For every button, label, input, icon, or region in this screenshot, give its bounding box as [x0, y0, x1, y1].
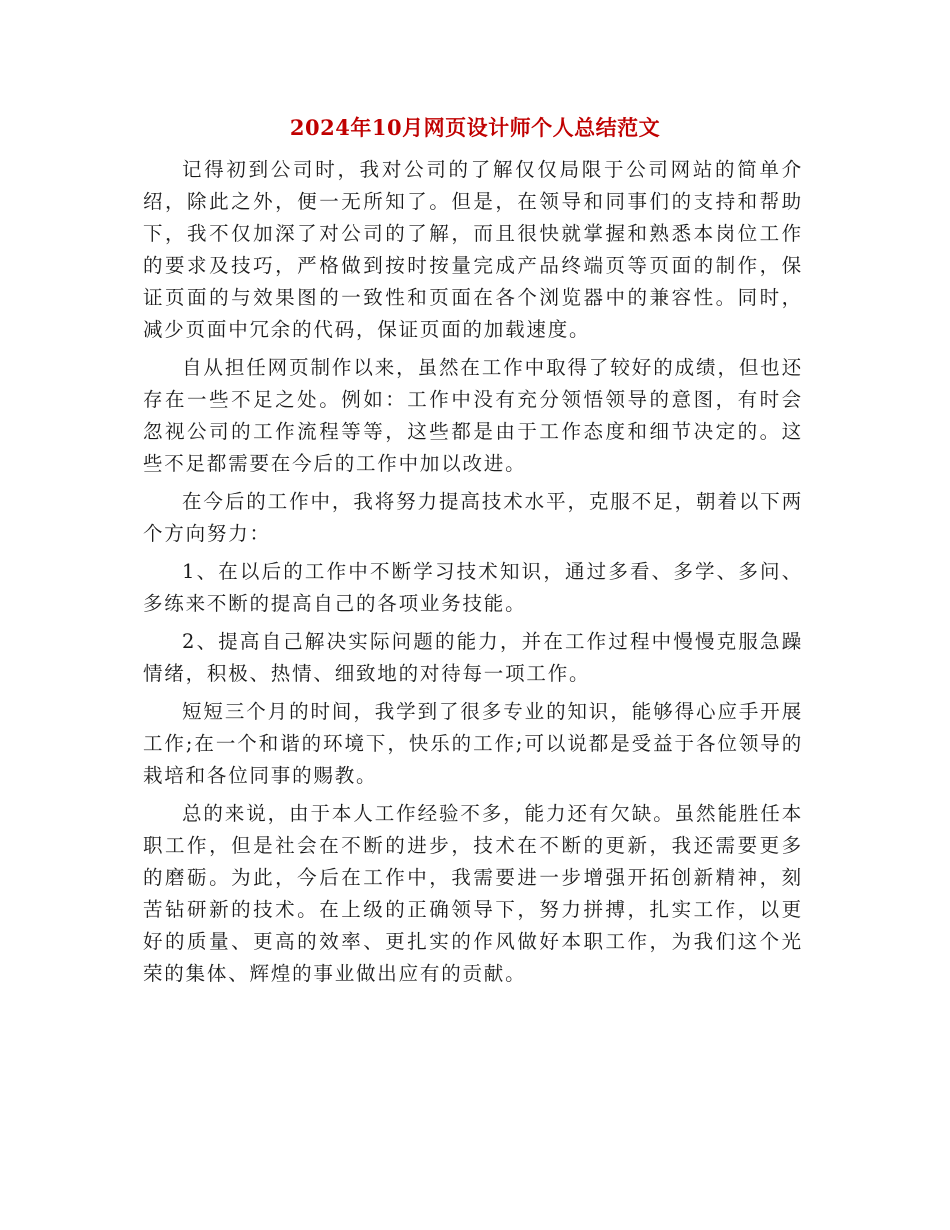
paragraph-three-months: 短短三个月的时间，我学到了很多专业的知识，能够得心应手开展工作;在一个和谐的环境下，快乐的工作;可以说都是受益于各位领导的栽培和各位同事的赐教。 — [143, 700, 803, 787]
document-body — [143, 154, 803, 996]
paragraph-conclusion: 总的来说，由于本人工作经验不多，能力还有欠缺。虽然能胜任本职工作，但是社会在不断的进步，技术在不断的更新，我还需要更多的磨砺。为此，今后在工作中，我需要进一步增强开拓创新精神，刻苦钻研新的技术。在上级的正确领导下，努力拼搏，扎实工作，以更好的质量、更高的效率、更扎实的作风做好本职工作，为我们这个光荣的集体、辉煌的事业做出应有的贡献。 — [143, 802, 803, 985]
paragraph-point-2: 2、提高自己解决实际问题的能力，并在工作过程中慢慢克服急躁情绪，积极、热情、细致地的对待每一项工作。 — [143, 630, 803, 685]
document-title: 2024年10月网页设计师个人总结范文 — [289, 115, 661, 140]
paragraph-intro: 记得初到公司时，我对公司的了解仅仅局限于公司网站的简单介绍，除此之外，便一无所知了。但是，在领导和同事们的支持和帮助下，我不仅加深了对公司的了解，而且很快就掌握和熟悉本岗位工作的要求及技巧，严格做到按时按量完成产品终端页等页面的制作，保证页面的与效果图的一致性和页面在各个浏览器中的兼容性。同时，减少页面中冗余的代码，保证页面的加载速度。 — [143, 158, 803, 341]
paragraph-point-1: 1、在以后的工作中不断学习技术知识，通过多看、多学、多问、多练来不断的提高自己的各项业务技能。 — [143, 560, 803, 615]
paragraph-shortcomings: 自从担任网页制作以来，虽然在工作中取得了较好的成绩，但也还存在一些不足之处。例如：工作中没有充分领悟领导的意图，有时会忽视公司的工作流程等等，这些都是由于工作态度和细节决定的。这些不足都需要在今后的工作中加以改进。 — [143, 356, 803, 475]
paragraph-future-directions: 在今后的工作中，我将努力提高技术水平，克服不足，朝着以下两个方向努力： — [143, 490, 803, 545]
